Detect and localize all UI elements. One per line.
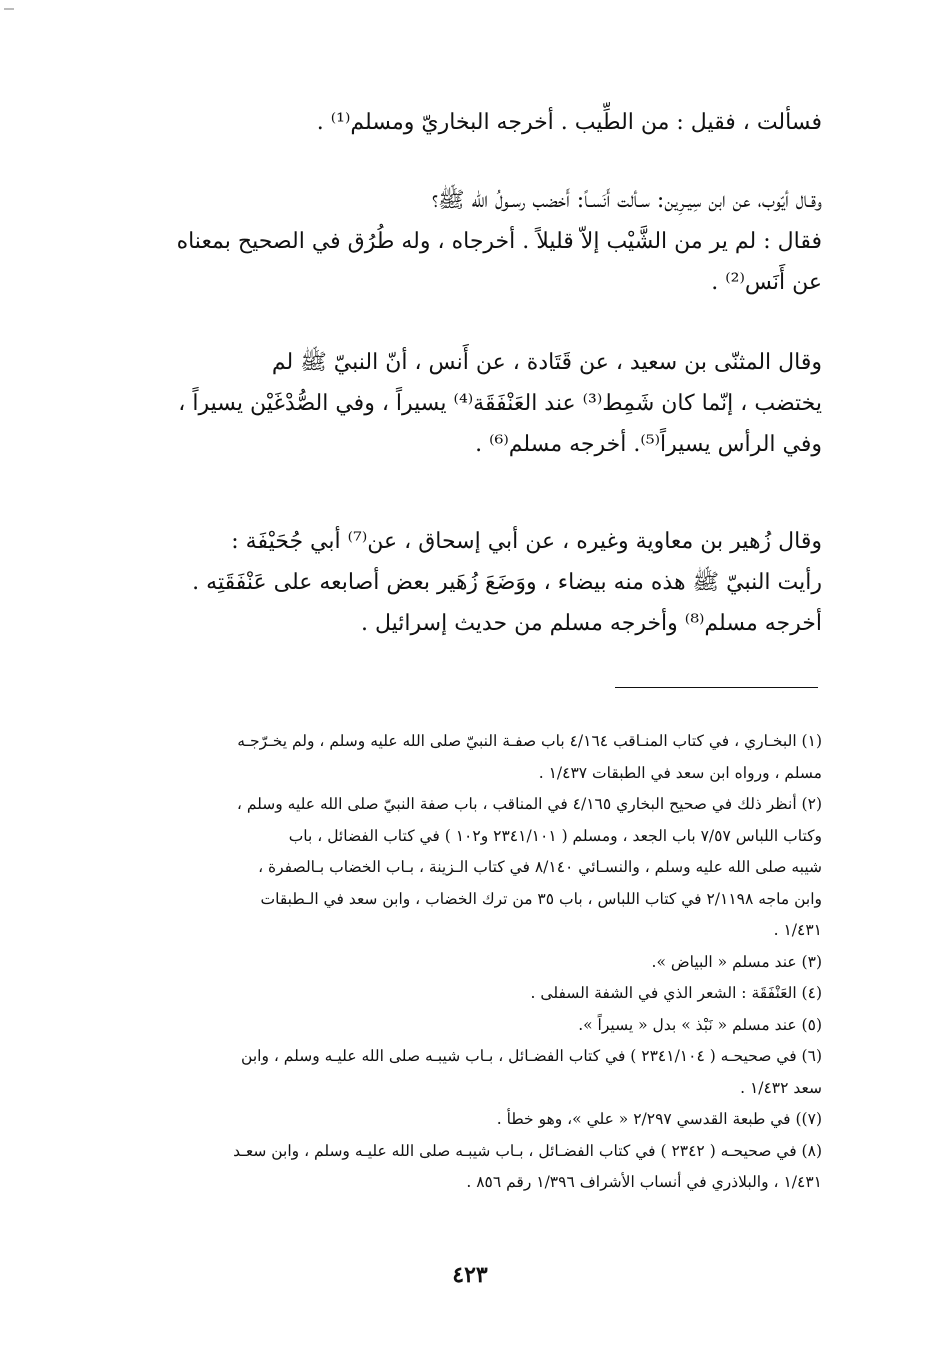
text-line: فسألت ، فقيل : من الطِّيب . أخرجه البخاريّ ومسلم⁽¹⁾ . — [316, 110, 822, 135]
footnote-3 — [118, 947, 822, 979]
footnote-line: وكتاب اللباس ٧/٥٧ باب الجعد ، ومسلم ( ٢٣٤١/١٠١ و١٠٢ ) في كتاب الفضائل ، باب — [288, 826, 822, 845]
footnote-line: (١) البخـاري ، في كتاب المنـاقب ٤/١٦٤ باب صفـة النبيّ صلى الله عليه وسلم ، ولم يخـرّجـه — [237, 732, 822, 750]
footnotes — [118, 726, 822, 1199]
footnote-line: (٦) في صحيحـه ( ٢٣٤١/١٠٤ ) في كتاب الفضـائل ، بـاب شيبـه صلى الله عليـه وسلم ، وابن — [241, 1047, 822, 1065]
text-line: وفي الرأس يسيراً⁽⁵⁾. أخرجه مسلم⁽⁶⁾ . — [475, 432, 822, 457]
footnote-6 — [118, 1041, 822, 1104]
text-line: وقـال أيّوب، عن ابن سِيـرِين: سـألت أَنَسـاً: أَخضب رسـولُ الله ﷺ؟ — [431, 188, 822, 213]
footnote-7 — [118, 1104, 822, 1136]
text-line: وقال المثنّى بن سعيد ، عن قَتَادة ، عن أَنس ، أنّ النبيّ ﷺ لم — [271, 350, 822, 375]
text-line: وقال زُهير بن معاوية وغيره ، عن أبي إسحاق ، عن⁽⁷⁾ أبي جُحَيْفَة : — [231, 529, 822, 554]
page-number: ٤٢٣ — [452, 1262, 488, 1288]
scan-mark — [4, 8, 14, 10]
footnote-8 — [118, 1136, 822, 1199]
text-line: رأيت النبيّ ﷺ هذه منه بيضاء ، ووَضَعَ زُهَير بعض أصابعه على عَنْفَقَتِه . — [192, 570, 822, 595]
footnote-line: (٤) العَنْفَقَة : الشعر الذي في الشفة السفلى . — [530, 984, 822, 1002]
footnote-1 — [118, 726, 822, 789]
footnote-line: (٥) عند مسلم « نَبْذ » بدل « يسيراً ». — [578, 1015, 822, 1034]
footnote-line: (٣) عند مسلم « البياض ». — [651, 952, 822, 971]
footnote-line: (٢) أنظر ذلك في صحيح البخاري ٤/١٦٥ في المناقب ، باب صفة النبيّ صلى الله عليه وسلم ، — [236, 795, 822, 813]
footnote-line: (٨) في صحيحـه ( ٢٣٤٢ ) في كتاب الفضـائل ، بـاب شيبـه صلى الله عليـه وسلم ، وابن سعـد — [233, 1141, 822, 1160]
paragraph-4 — [110, 521, 822, 644]
footnote-2 — [118, 789, 822, 947]
paragraph-2 — [110, 180, 822, 303]
footnote-separator — [615, 687, 818, 688]
footnote-line: شيبه صلى الله عليه وسلم ، والنسـائي ٨/١٤٠ في كتاب الـزينة ، بـاب الخضاب بـالصفرة ، — [258, 858, 822, 876]
footnote-line: وابن ماجه ٢/١١٩٨ في كتاب اللباس ، باب ٣٥ من ترك الخضاب ، وابن سعد في الـطبقات — [260, 889, 822, 908]
footnote-4 — [118, 978, 822, 1010]
footnote-line: سعد ١/٤٣٢ . — [740, 1078, 822, 1097]
text-line: يختضب ، إنّما كان شَمِط⁽³⁾ عند العَنْفَقَة⁽⁴⁾ يسيراً ، وفي الصُّدْغَيْن يسيراً ، — [178, 391, 822, 416]
footnote-line: ١/٤٣١ ، والبلاذري في أنساب الأشراف ١/٣٩٦ رقم ٨٥٦ . — [466, 1173, 822, 1191]
footnote-line: (٧)) في طبعة القدسي ٢/٢٩٧ « علي »، وهو خطأ . — [496, 1110, 822, 1128]
paragraph-1 — [110, 102, 822, 143]
text-line: أخرجه مسلم⁽⁸⁾ وأخرجه مسلم من حديث إسرائيل . — [361, 611, 822, 636]
footnote-line: مسلم ، ورواه ابن سعد في الطبقات ١/٤٣٧ . — [538, 763, 822, 782]
footnote-line: ١/٤٣١ . — [773, 921, 822, 939]
footnote-5 — [118, 1010, 822, 1042]
text-line: فقال : لم ير من الشَّيْب إلاّ قليلاً . أخرجاه ، وله طُرُق في الصحيح بمعناه — [176, 229, 822, 254]
text-line: عن أَنَس⁽²⁾ . — [711, 270, 822, 295]
paragraph-3 — [110, 342, 822, 465]
